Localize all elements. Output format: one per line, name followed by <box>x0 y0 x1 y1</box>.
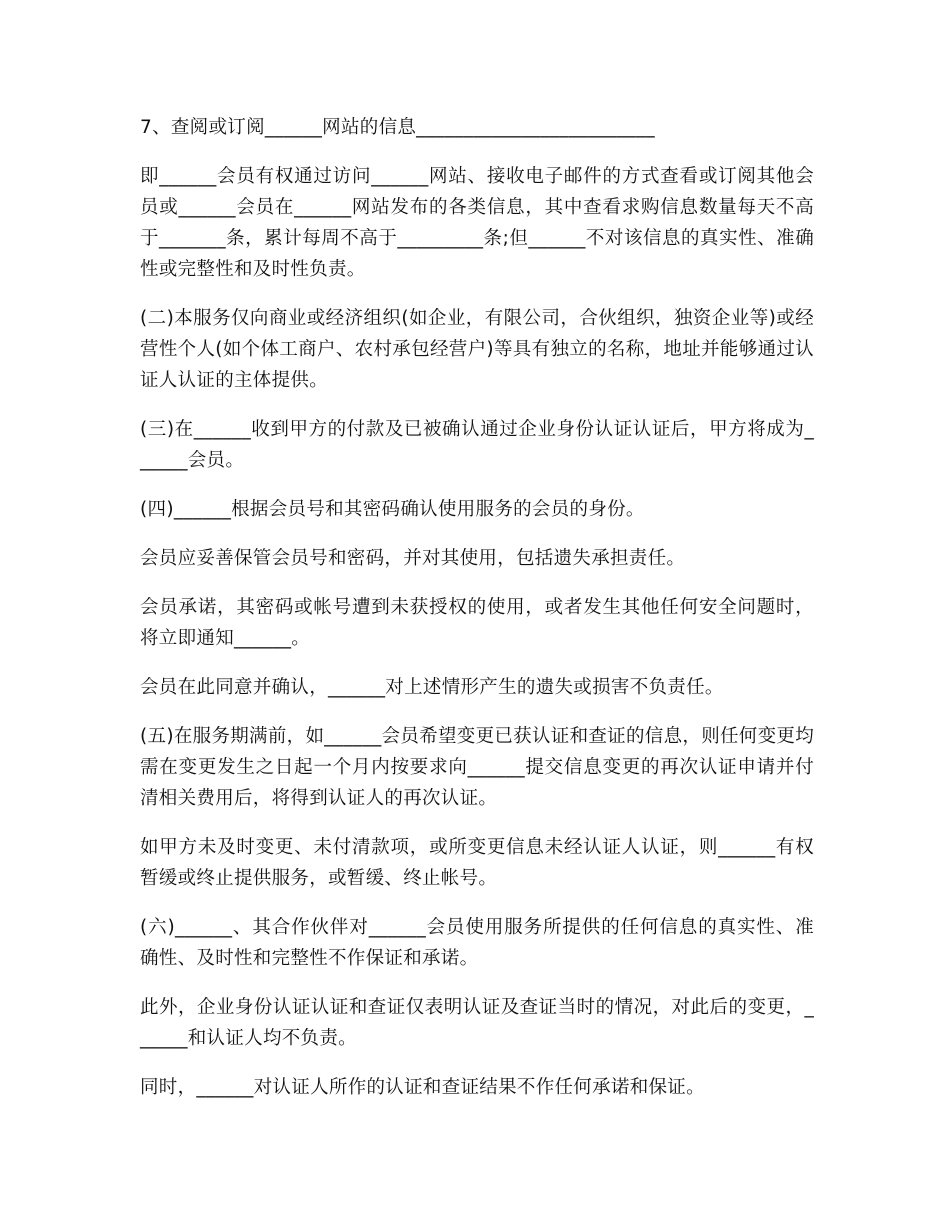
paragraph-section-4-identity: (四)______根据会员号和其密码确认使用服务的会员的身份。 <box>140 499 645 520</box>
paragraph-security-notice: 会员承诺，其密码或帐号遭到未获授权的使用，或者发生其他任何安全问题时，将立即通知______。 <box>140 597 814 649</box>
paragraph-item-7-subscription: 7、查阅或订阅______网站的信息_________________________ <box>140 117 655 138</box>
paragraph-no-guarantee: 同时，______对认证人所作的认证和查证结果不作任何承诺和保证。 <box>140 1077 705 1098</box>
paragraph-section-3-membership: (三)在______收到甲方的付款及已被确认通过企业身份认证认证后，甲方将成为______会员。 <box>140 419 814 471</box>
paragraph-section-2-scope: (二)本服务仅向商业或经济组织(如企业，有限公司，合伙组织，独资企业等)或经营性个人(如个体工商户、农村承包经营户)等具有独立的名称，地址并能够通过认证人认证的主体提供。 <box>140 308 814 391</box>
paragraph-password-custody: 会员应妥善保管会员号和密码，并对其使用，包括遗失承担责任。 <box>140 548 686 569</box>
paragraph-verification-scope: 此外，企业身份认证认证和查证仅表明认证及查证当时的情况，对此后的变更，______和认证人均不负责。 <box>140 997 814 1049</box>
paragraph-section-6-no-warranty: (六)______、其合作伙伴对______会员使用服务所提供的任何信息的真实性、准确性、及时性和完整性不作保证和承诺。 <box>140 917 814 969</box>
document-body <box>140 112 814 1121</box>
paragraph-member-access: 即______会员有权通过访问______网站、接收电子邮件的方式查看或订阅其他会员或______会员在______网站发布的各类信息，其中查看求购信息数量每天不高于_______条，累计每周不高于_________条;但______不对该信息的真实性、准确性或完整性和及时性负责。 <box>140 166 814 280</box>
paragraph-liability-waiver: 会员在此同意并确认，______对上述情形产生的遗失或损害不负责任。 <box>140 677 724 698</box>
paragraph-section-5-changes: (五)在服务期满前，如______会员希望变更已获认证和查证的信息，则任何变更均需在变更发生之日起一个月内按要求向______提交信息变更的再次认证申请并付清相关费用后，将得到认证人的再次认证。 <box>140 726 814 809</box>
paragraph-suspension: 如甲方未及时变更、未付清款项，或所变更信息未经认证人认证，则______有权暂缓或终止提供服务，或暂缓、终止帐号。 <box>140 837 814 889</box>
